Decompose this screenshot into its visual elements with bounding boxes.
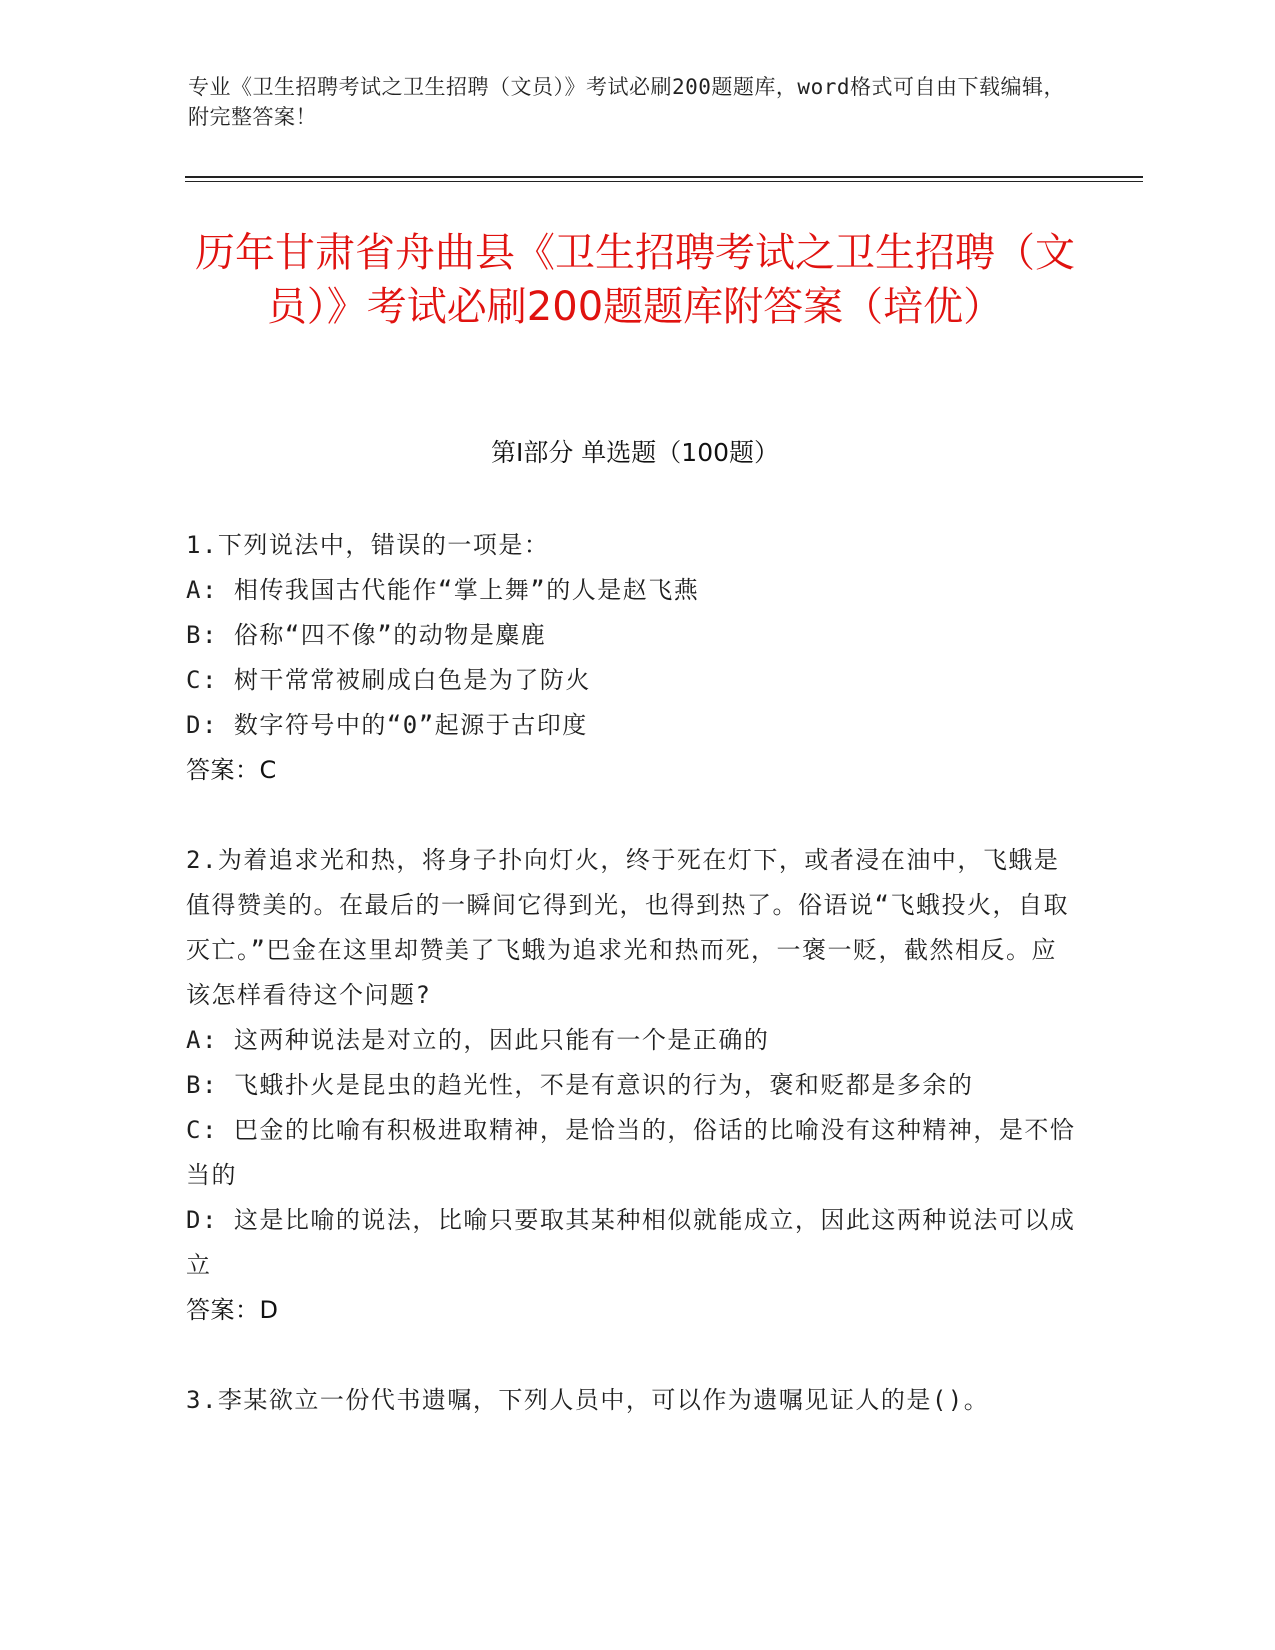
option-b: B: 飞蛾扑火是昆虫的趋光性，不是有意识的行为，褒和贬都是多余的	[186, 1071, 974, 1099]
option-b: B: 俗称“四不像”的动物是麋鹿	[186, 621, 547, 649]
question-list	[186, 523, 1076, 1468]
question-stem: 1.下列说法中，错误的一项是：	[186, 531, 550, 559]
question-item	[186, 523, 1076, 793]
answer-label: 答案：C	[186, 756, 277, 784]
option-d: D: 这是比喻的说法，比喻只要取其某种相似就能成立，因此这两种说法可以成立	[186, 1206, 1076, 1279]
header-note: 专业《卫生招聘考试之卫生招聘（文员）》考试必刷200题题库，word格式可自由下载编辑，附完整答案！	[188, 75, 1065, 129]
option-a: A: 这两种说法是对立的，因此只能有一个是正确的	[186, 1026, 770, 1054]
option-c: C: 巴金的比喻有积极进取精神，是恰当的，俗话的比喻没有这种精神，是不恰当的	[186, 1116, 1076, 1189]
question-stem: 2.为着追求光和热，将身子扑向灯火，终于死在灯下，或者浸在油中，飞蛾是值得赞美的。在最后的一瞬间它得到光，也得到热了。俗语说“飞蛾投火，自取灭亡。”巴金在这里却赞美了飞蛾为追求光和热而死，一褒一贬，截然相反。应该怎样看待这个问题?	[186, 846, 1069, 1009]
section-heading: 第Ⅰ部分 单选题（100题）	[490, 438, 780, 467]
question-item	[186, 1378, 1076, 1423]
header-rule-thick	[185, 176, 1143, 178]
question-stem: 3.李某欲立一份代书遗嘱，下列人员中，可以作为遗嘱见证人的是()。	[186, 1386, 990, 1414]
question-item	[186, 838, 1076, 1333]
answer-label: 答案：D	[186, 1296, 279, 1324]
option-c: C: 树干常常被刷成白色是为了防火	[186, 666, 591, 694]
header-rule-thin	[185, 181, 1143, 182]
option-a: A: 相传我国古代能作“掌上舞”的人是赵飞燕	[186, 576, 700, 604]
option-d: D: 数字符号中的“0”起源于古印度	[186, 711, 588, 739]
document-title: 历年甘肃省舟曲县《卫生招聘考试之卫生招聘（文员）》考试必刷200题题库附答案（培优）	[195, 230, 1075, 330]
